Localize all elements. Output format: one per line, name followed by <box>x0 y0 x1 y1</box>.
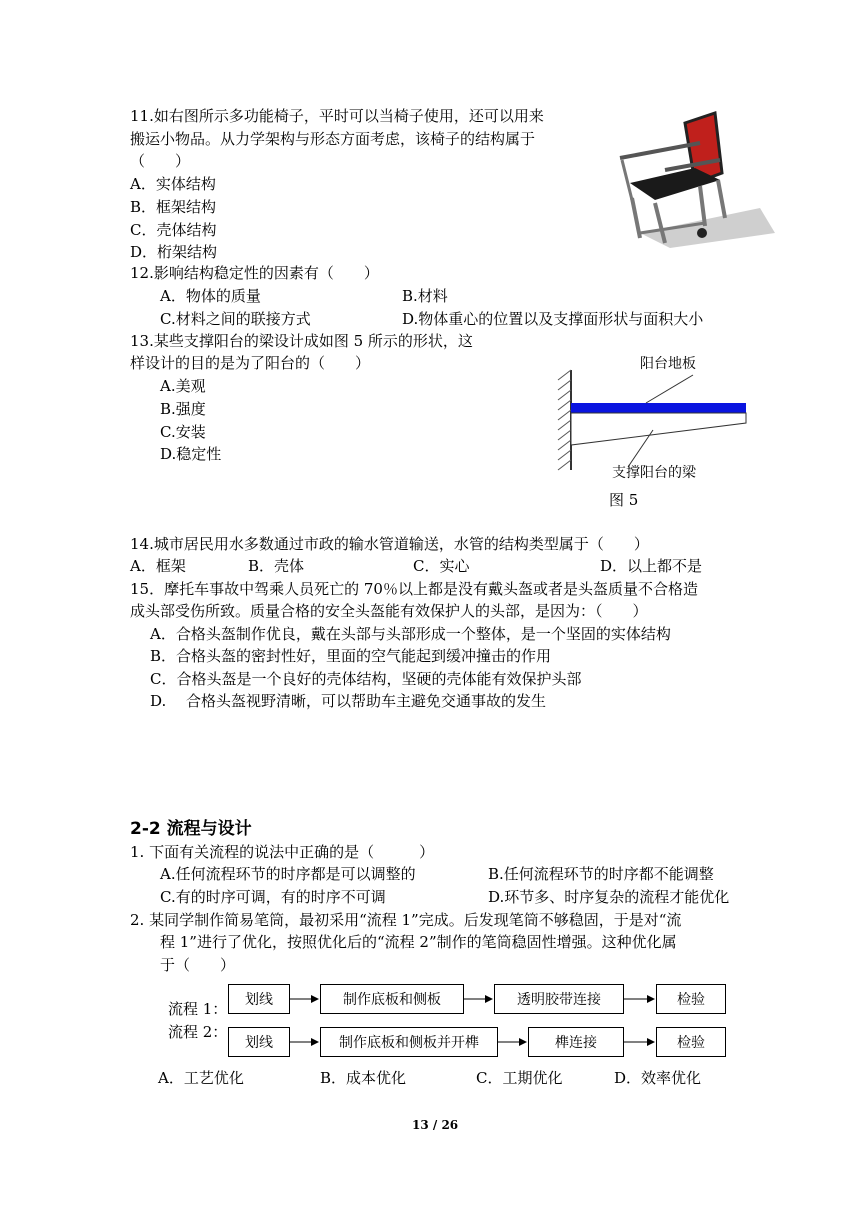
q12-option-a: A．物体的质量 <box>160 287 261 305</box>
p2-option-a: A．工艺优化 <box>158 1069 244 1087</box>
q14-option-d: D．以上都不是 <box>600 557 703 575</box>
q14-stem: 14.城市居民用水多数通过市政的输水管道输送，水管的结构类型属于（ ） <box>130 535 649 553</box>
q13-option-b: B.强度 <box>160 400 206 418</box>
flow2-label: 流程 2： <box>168 1023 228 1041</box>
q14-option-a: A．框架 <box>130 557 186 575</box>
p1-option-c: C.有的时序可调，有的时序不可调 <box>160 888 386 906</box>
q11-paren: （ ） <box>130 152 191 170</box>
q15-option-a: A．合格头盔制作优良，戴在头部与头部形成一个整体，是一个坚固的实体结构 <box>150 625 671 643</box>
p2-stem-line1: 2. 某同学制作简易笔筒，最初采用“流程 1”完成。后发现笔筒不够稳固，于是对“流 <box>130 911 682 929</box>
q13-stem-line2: 样设计的目的是为了阳台的（ ） <box>130 354 371 372</box>
fig5-label-floor: 阳台地板 <box>640 356 696 372</box>
p1-option-d: D.环节多、时序复杂的流程才能优化 <box>488 888 730 906</box>
q14-option-c: C．实心 <box>413 557 470 575</box>
q15-option-b: B．合格头盔的密封性好，里面的空气能起到缓冲撞击的作用 <box>150 647 552 665</box>
q15-stem-line2: 成头部受伤所致。质量合格的安全头盔能有效保护人的头部，是因为：（ ） <box>130 602 648 620</box>
fig5-label-beam: 支撑阳台的梁 <box>612 465 696 481</box>
q12-option-c: C.材料之间的联接方式 <box>160 310 311 328</box>
q13-option-c: C.安装 <box>160 423 206 441</box>
flow2-step-1: 划线 <box>228 1027 290 1057</box>
q15-option-d: D. 合格头盔视野清晰，可以帮助车主避免交通事故的发生 <box>150 692 547 710</box>
q11-stem-line1: 11.如右图所示多功能椅子，平时可以当椅子使用，还可以用来 <box>130 107 544 125</box>
flow1-step-3: 透明胶带连接 <box>494 984 624 1014</box>
q14-option-b: B．壳体 <box>248 557 305 575</box>
flow2-step-2: 制作底板和侧板并开榫 <box>320 1027 498 1057</box>
flow2-step-3: 榫连接 <box>528 1027 624 1057</box>
q15-stem-line1: 15．摩托车事故中驾乘人员死亡的 70％以上都是没有戴头盔或者是头盔质量不合格造 <box>130 580 698 598</box>
q13-option-d: D.稳定性 <box>160 445 222 463</box>
flow1-step-4: 检验 <box>656 984 726 1014</box>
flow2-step-4: 检验 <box>656 1027 726 1057</box>
p1-option-b: B.任何流程环节的时序都不能调整 <box>488 865 714 883</box>
p2-option-b: B．成本优化 <box>320 1069 407 1087</box>
section-title: 2-2 流程与设计 <box>130 819 252 839</box>
flow1-step-2: 制作底板和侧板 <box>320 984 464 1014</box>
q13-stem-line1: 13.某些支撑阳台的梁设计成如图 5 所示的形状，这 <box>130 332 473 350</box>
p2-stem-line3: 于（ ） <box>160 956 236 974</box>
q11-option-d: D．桁架结构 <box>130 243 218 261</box>
q11-option-b: B．框架结构 <box>130 198 217 216</box>
flow1-label: 流程 1： <box>168 1000 228 1018</box>
fig5-caption: 图 5 <box>609 491 639 509</box>
q11-option-a: A．实体结构 <box>130 175 216 193</box>
q12-option-d: D.物体重心的位置以及支撑面形状与面积大小 <box>402 310 704 328</box>
q12-stem: 12.影响结构稳定性的因素有（ ） <box>130 264 379 282</box>
p2-option-c: C．工期优化 <box>476 1069 563 1087</box>
page-number: 13 / 26 <box>412 1118 459 1132</box>
flow1-step-1: 划线 <box>228 984 290 1014</box>
q11-option-c: C．壳体结构 <box>130 221 217 239</box>
q13-option-a: A.美观 <box>160 377 206 395</box>
p2-stem-line2: 程 1”进行了优化，按照优化后的“流程 2”制作的笔筒稳固性增强。这种优化属 <box>160 933 677 951</box>
p2-option-d: D．效率优化 <box>614 1069 702 1087</box>
p1-stem: 1. 下面有关流程的说法中正确的是（ ） <box>130 843 435 861</box>
q15-option-c: C．合格头盔是一个良好的壳体结构，坚硬的壳体能有效保护头部 <box>150 670 582 688</box>
q12-option-b: B.材料 <box>402 287 448 305</box>
q11-stem-line2: 搬运小物品。从力学架构与形态方面考虑，该椅子的结构属于 <box>130 130 536 148</box>
p1-option-a: A.任何流程环节的时序都是可以调整的 <box>160 865 416 883</box>
